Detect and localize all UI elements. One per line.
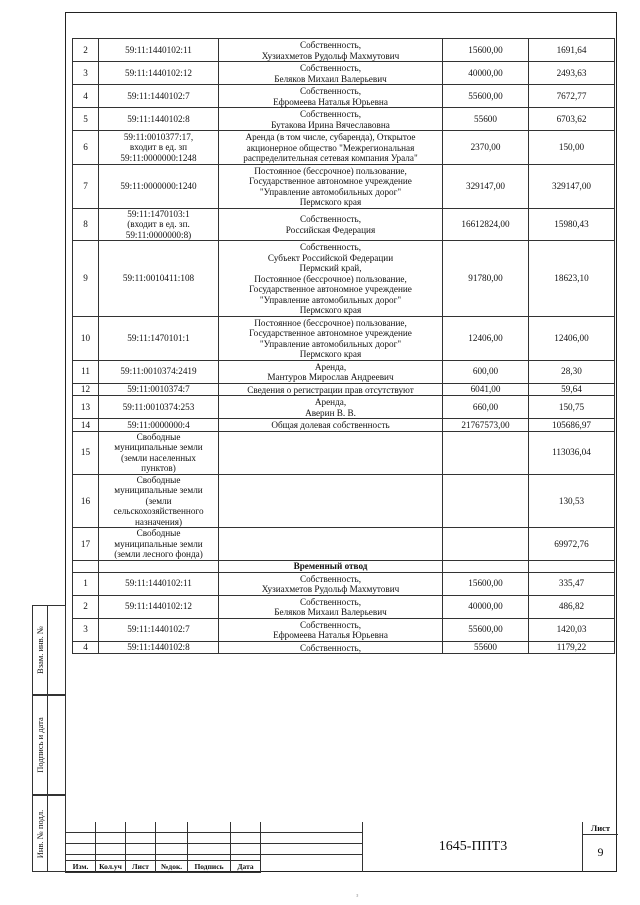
- stamp-divider: [230, 822, 231, 872]
- plot-area: 2370,00: [443, 131, 529, 165]
- side-label-signature-date: Подпись и дата: [35, 717, 45, 773]
- stamp-col-date: Дата: [231, 861, 261, 873]
- cadastral-line: 59:11:0010374:253: [122, 401, 195, 412]
- section-empty-cell: [443, 560, 529, 572]
- stamp-divider: [155, 822, 156, 872]
- stamp-col-sheet: Лист: [126, 861, 156, 873]
- row-number: 10: [73, 316, 99, 360]
- cadastral-line: 59:11:1440102:12: [124, 601, 193, 612]
- owner-line: Постоянное (бессрочное) пользование,: [254, 165, 407, 176]
- owner-line: Собственность,: [299, 242, 362, 252]
- table-row: [73, 131, 615, 165]
- row-number: 15: [73, 431, 99, 474]
- right-holder: [219, 164, 443, 208]
- cadastral-line: 59:11:0010377:17,: [123, 131, 194, 142]
- owner-line: Аренда,: [314, 397, 347, 407]
- plot-area: 55600,00: [443, 618, 529, 641]
- right-holder: [219, 208, 443, 241]
- owner-line: "Управление автомобильных дорог": [259, 294, 402, 305]
- sheet-box: [582, 822, 618, 872]
- right-holder: [219, 572, 443, 595]
- row-number: 1: [73, 572, 99, 595]
- right-holder: [219, 62, 443, 85]
- owner-line: Аренда (в том числе, субаренда), Открытое: [245, 132, 416, 142]
- occupied-area: 1420,03: [529, 618, 615, 641]
- table-row: [73, 316, 615, 360]
- stamp-col-count: Кол.уч: [96, 861, 126, 873]
- plot-area: 40000,00: [443, 62, 529, 85]
- right-holder: [219, 108, 443, 131]
- owner-line: Сведения о регистрации прав отсутствуют: [247, 384, 414, 395]
- section-empty-cell: [529, 560, 615, 572]
- owner-line: "Управление автомобильных дорог": [259, 186, 402, 197]
- right-holder: [219, 618, 443, 641]
- owner-line: Постоянное (бессрочное) пользование,: [254, 317, 407, 328]
- right-holder: [219, 431, 443, 474]
- cadastral-number: [99, 360, 219, 383]
- owner-line: Субъект Российской Федерации: [267, 252, 394, 263]
- row-number: 17: [73, 528, 99, 561]
- stamp-col-change: Изм.: [66, 861, 96, 873]
- row-number: 4: [73, 85, 99, 108]
- table-row: [73, 572, 615, 595]
- occupied-area: 6703,62: [529, 108, 615, 131]
- occupied-area: 1691,64: [529, 39, 615, 62]
- cadastral-number: [99, 618, 219, 641]
- occupied-area: 18623,10: [529, 241, 615, 317]
- row-number: 3: [73, 62, 99, 85]
- cadastral-number: [99, 419, 219, 432]
- row-number: 4: [73, 641, 99, 654]
- cadastral-number: [99, 131, 219, 165]
- owner-line: Пермского края: [299, 197, 362, 207]
- row-number: 7: [73, 164, 99, 208]
- owner-line: Собственность,: [299, 109, 362, 119]
- cadastral-line: (входит в ед. зп.: [127, 219, 190, 229]
- section-empty-cell: [99, 560, 219, 572]
- table-row: [73, 208, 615, 241]
- owner-line: Пермский край,: [299, 263, 362, 273]
- occupied-area: 2493,63: [529, 62, 615, 85]
- cadastral-number: [99, 595, 219, 618]
- owner-line: Собственность,: [299, 40, 362, 50]
- owner-line: акционерное общество "Межрегиональная: [246, 142, 415, 153]
- cadastral-number: [99, 316, 219, 360]
- row-number: 8: [73, 208, 99, 241]
- stamp-divider: [95, 822, 96, 872]
- owner-line: Пермского края: [299, 349, 362, 359]
- table-row: [73, 62, 615, 85]
- plot-area: [443, 474, 529, 528]
- owner-line: Беляков Михаил Валерьевич: [274, 607, 387, 617]
- cadastral-line: 59:11:0000000:4: [127, 419, 190, 430]
- cadastral-number: [99, 572, 219, 595]
- occupied-area: 15980,43: [529, 208, 615, 241]
- plot-area: 55600,00: [443, 85, 529, 108]
- plot-area: 16612824,00: [443, 208, 529, 241]
- cadastral-line: 59:11:0000000:1248: [120, 152, 197, 163]
- owner-line: Государственное автономное учреждение: [249, 284, 412, 294]
- cadastral-line: 59:11:0010374:2419: [120, 366, 197, 377]
- title-block-line: [65, 843, 362, 844]
- owner-line: Собственность,: [299, 63, 362, 73]
- row-number: 3: [73, 618, 99, 641]
- plot-area: 6041,00: [443, 383, 529, 396]
- occupied-area: 7672,77: [529, 85, 615, 108]
- table-row: [73, 474, 615, 528]
- owner-line: Общая долевая собственность: [271, 420, 390, 430]
- occupied-area: 59,64: [529, 383, 615, 396]
- row-number: 2: [73, 39, 99, 62]
- side-label-replaced-inv: Взам. инв. №: [35, 626, 45, 674]
- stamp-divider: [125, 822, 126, 872]
- occupied-area: 113036,04: [529, 431, 615, 474]
- stamp-divider: [187, 822, 188, 872]
- cadastral-line: 59:11:1440102:8: [127, 113, 190, 124]
- cadastral-line: муниципальные земли: [114, 538, 203, 549]
- cadastral-line: 59:11:1440102:11: [125, 44, 192, 55]
- cadastral-number: [99, 85, 219, 108]
- table-row: [73, 528, 615, 561]
- cadastral-line: 59:11:0010411:108: [122, 273, 195, 283]
- plot-area: 15600,00: [443, 572, 529, 595]
- cadastral-number: [99, 431, 219, 474]
- cadastral-number: [99, 396, 219, 419]
- owner-line: Постоянное (бессрочное) пользование,: [254, 273, 407, 284]
- occupied-area: 12406,00: [529, 316, 615, 360]
- cadastral-line: 59:11:1440102:12: [124, 67, 193, 78]
- row-number: 12: [73, 383, 99, 396]
- side-stamp-original-inv: [32, 795, 66, 872]
- plot-area: 40000,00: [443, 595, 529, 618]
- right-holder: [219, 528, 443, 561]
- table-row: [73, 360, 615, 383]
- sheet-label: Лист: [583, 822, 618, 835]
- cadastral-line: 59:11:1470103:1: [127, 208, 190, 219]
- cadastral-line: пунктов): [141, 463, 176, 473]
- occupied-area: 329147,00: [529, 164, 615, 208]
- cadastral-line: муниципальные земли: [114, 442, 203, 452]
- right-holder: [219, 85, 443, 108]
- cadastral-line: назначения): [134, 516, 183, 527]
- plot-area: 12406,00: [443, 316, 529, 360]
- cadastral-number: [99, 641, 219, 654]
- footer-mark: з: [356, 893, 359, 899]
- cadastral-number: [99, 474, 219, 528]
- cadastral-line: 59:11:1440102:7: [127, 624, 190, 635]
- row-number: 9: [73, 241, 99, 317]
- title-block-line: [65, 832, 362, 833]
- plot-area: 55600: [443, 641, 529, 654]
- right-holder: [219, 360, 443, 383]
- table-row: [73, 618, 615, 641]
- owner-line: Государственное автономное учреждение: [249, 176, 412, 186]
- cadastral-line: муниципальные земли: [114, 485, 203, 495]
- plot-area: 600,00: [443, 360, 529, 383]
- sheet-number: 9: [597, 845, 604, 859]
- owner-line: Аверин В. В.: [305, 407, 356, 418]
- row-number: 11: [73, 360, 99, 383]
- occupied-area: 150,00: [529, 131, 615, 165]
- right-holder: [219, 241, 443, 317]
- cadastral-line: Свободные: [136, 528, 181, 538]
- stamp-divider: [260, 822, 261, 872]
- stamp-col-doc: №док.: [156, 861, 188, 873]
- plot-area: [443, 431, 529, 474]
- cadastral-number: [99, 528, 219, 561]
- table-row: [73, 431, 615, 474]
- cadastral-number: [99, 108, 219, 131]
- owner-line: Государственное автономное учреждение: [249, 328, 412, 338]
- row-number: 6: [73, 131, 99, 165]
- owner-line: Хузиахметов Рудольф Махмутович: [261, 584, 400, 594]
- occupied-area: 69972,76: [529, 528, 615, 561]
- plot-area: 55600: [443, 108, 529, 131]
- right-holder: [219, 131, 443, 165]
- right-holder: [219, 595, 443, 618]
- row-number: 16: [73, 474, 99, 528]
- plot-area: [443, 528, 529, 561]
- cadastral-line: (земли населенных: [121, 452, 196, 463]
- owner-line: Мантуров Мирослав Андреевич: [267, 372, 394, 382]
- cadastral-line: 59:11:1440102:8: [127, 642, 190, 652]
- section-title: Временный отвод: [219, 560, 443, 572]
- side-label-original-inv: Инв. № подл.: [35, 809, 45, 858]
- owner-line: Собственность,: [299, 573, 362, 584]
- cadastral-line: 59:11:1440102:7: [127, 90, 190, 101]
- plot-area: 21767573,00: [443, 419, 529, 432]
- table-row: [73, 241, 615, 317]
- table-row: [73, 383, 615, 396]
- right-holder: [219, 396, 443, 419]
- cadastral-line: (земли лесного фонда): [114, 549, 203, 559]
- row-number: 2: [73, 595, 99, 618]
- section-row: [73, 560, 615, 572]
- right-holder: [219, 474, 443, 528]
- right-holder: [219, 641, 443, 654]
- right-holder: [219, 316, 443, 360]
- owner-line: Собственность,: [299, 596, 362, 607]
- owner-line: Беляков Михаил Валерьевич: [274, 73, 387, 84]
- occupied-area: 105686,97: [529, 419, 615, 432]
- cadastral-number: [99, 383, 219, 396]
- land-plots-table: [72, 38, 615, 654]
- cadastral-line: 59:11:0000000:1240: [120, 180, 197, 191]
- title-block: [65, 822, 617, 872]
- right-holder: [219, 383, 443, 396]
- table-row: [73, 85, 615, 108]
- stamp-col-signature: Подпись: [188, 861, 231, 873]
- occupied-area: 150,75: [529, 396, 615, 419]
- table-row: [73, 164, 615, 208]
- right-holder: [219, 419, 443, 432]
- cadastral-line: Свободные: [136, 474, 181, 485]
- document-code: 1645-ППТ3: [362, 822, 583, 872]
- cadastral-number: [99, 208, 219, 241]
- cadastral-line: сельскохозяйственного: [113, 506, 204, 516]
- table-row: [73, 39, 615, 62]
- owner-line: Собственность,: [299, 214, 362, 225]
- cadastral-line: (земли: [145, 495, 172, 506]
- owner-line: Аренда,: [314, 361, 347, 372]
- side-stamp-signature-date: [32, 695, 66, 795]
- table-row: [73, 396, 615, 419]
- table-row: [73, 419, 615, 432]
- cadastral-line: Свободные: [136, 431, 181, 442]
- cadastral-number: [99, 62, 219, 85]
- row-number: 14: [73, 419, 99, 432]
- row-number: 13: [73, 396, 99, 419]
- occupied-area: 28,30: [529, 360, 615, 383]
- table-row: [73, 641, 615, 654]
- owner-line: "Управление автомобильных дорог": [259, 338, 402, 349]
- table-row: [73, 108, 615, 131]
- occupied-area: 335,47: [529, 572, 615, 595]
- occupied-area: 130,53: [529, 474, 615, 528]
- section-empty-cell: [73, 560, 99, 572]
- owner-line: Бутакова Ирина Вячеславовна: [271, 119, 390, 130]
- occupied-area: 1179,22: [529, 641, 615, 654]
- cadastral-line: 59:11:1440102:11: [125, 578, 192, 589]
- cadastral-line: входит в ед. зп: [129, 142, 188, 152]
- plot-area: 660,00: [443, 396, 529, 419]
- table-row: [73, 595, 615, 618]
- right-holder: [219, 39, 443, 62]
- owner-line: Собственность,: [299, 86, 362, 96]
- cadastral-number: [99, 164, 219, 208]
- plot-area: 91780,00: [443, 241, 529, 317]
- title-block-line: [65, 854, 362, 855]
- owner-line: Хузиахметов Рудольф Махмутович: [261, 50, 400, 61]
- occupied-area: 486,82: [529, 595, 615, 618]
- owner-line: Собственность,: [299, 619, 362, 630]
- cadastral-number: [99, 39, 219, 62]
- cadastral-line: 59:11:0010374:7: [127, 384, 190, 394]
- owner-line: Ефромеева Наталья Юрьевна: [273, 96, 388, 107]
- cadastral-line: 59:11:1470101:1: [127, 332, 190, 343]
- owner-line: Собственность,: [299, 642, 362, 653]
- owner-line: Пермского края: [299, 305, 362, 315]
- row-number: 5: [73, 108, 99, 131]
- plot-area: 15600,00: [443, 39, 529, 62]
- owner-line: Ефромеева Наталья Юрьевна: [273, 630, 388, 640]
- cadastral-line: 59:11:0000000:8): [125, 229, 192, 240]
- side-stamp-replaced-inv: [32, 605, 66, 695]
- plot-area: 329147,00: [443, 164, 529, 208]
- owner-line: распределительная сетевая компания Урала": [243, 153, 418, 163]
- owner-line: Российская Федерация: [285, 224, 376, 235]
- cadastral-number: [99, 241, 219, 317]
